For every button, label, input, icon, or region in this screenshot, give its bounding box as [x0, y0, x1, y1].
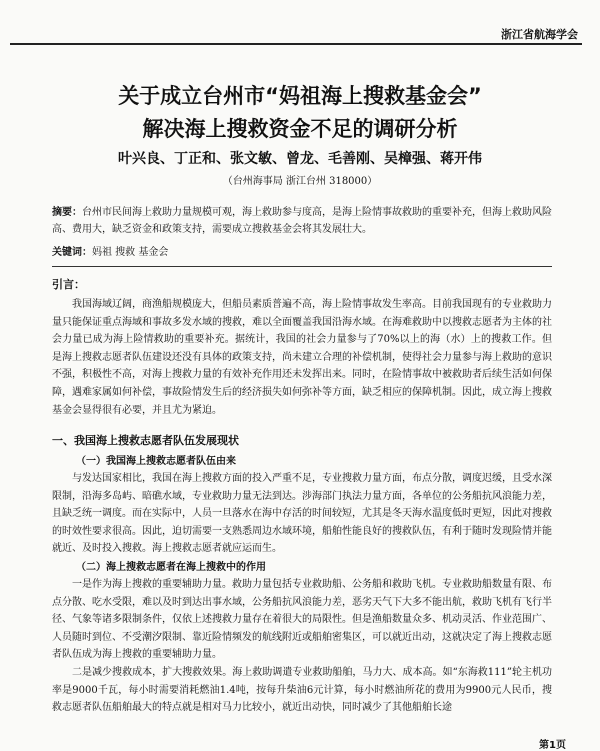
section1-paragraph3: 二是减少搜救成本，扩大搜救效果。海上救助调遣专业救助船舶，马力大、成本高。如“东海救111”轮主机功率是9000千瓦，每小时需要消耗燃油1.4吨，按每升柴油6元计算，每小时燃油所花的费用为9900元人民币，搜救志愿者队伍船舶最大的特点就是相对马力比较小，就近出动快，同时减少了其他船舶长途 — [52, 667, 552, 714]
subsection1-heading: （一）我国海上搜救志愿者队伍由来 — [76, 456, 236, 467]
keywords-label: 关键词： — [52, 247, 92, 258]
abstract-text: 台州市民间海上救助力量规模可观，海上救助参与度高，是海上险情事故救助的重要补充，但海上救助风险高、费用大，缺乏资金和政策支持，需要成立搜救基金会将其发展壮大。 — [52, 207, 552, 235]
running-header — [0, 0, 600, 46]
abstract-label: 摘要： — [52, 207, 82, 218]
page-number: 第1页 — [539, 740, 566, 751]
affiliation: （台州海事局 浙江台州 318000） — [222, 176, 378, 187]
section1-heading: 一、我国海上搜救志愿者队伍发展现状 — [52, 434, 239, 447]
article-title-line2: 解决海上搜救资金不足的调研分析 — [142, 117, 458, 141]
journal-name: 浙江省航海学会 — [501, 28, 578, 41]
subsection2-heading: （二）海上搜救志愿者在海上搜救中的作用 — [76, 562, 266, 573]
article-title-line1: 关于成立台州市“妈祖海上搜救基金会” — [118, 84, 482, 108]
intro-heading: 引言： — [52, 278, 85, 291]
header-rule — [10, 43, 582, 45]
keywords — [52, 244, 552, 261]
abstract — [52, 204, 552, 238]
keywords-text: 妈祖 搜救 基金会 — [92, 247, 169, 258]
author-list: 叶兴良、丁正和、张文敏、曾龙、毛善刚、吴樟强、蒋开伟 — [118, 151, 482, 167]
intro-paragraph: 我国海域辽阔，商渔船规模庞大，但船员素质普遍不高，海上险情事故发生率高。目前我国现有的专业救助力量只能保证重点海域和事故多发水域的搜救，难以全面覆盖我国沿海水域。在海难救助中以搜救志愿者为主体的社会力量已成为海上险情救助的重要补充。据统计，我国的社会力量参与了70%以上的海（水）上的搜救工作。但是海上搜救志愿者队伍建设还没有具体的政策支持，尚未建立合理的补偿机制，使得社会力量参与海上救助的意识不强，积极性不高，对海上搜救力量的有效补充作用还未发挥出来。同时，在险情事故中被救助者后续生活如何保障，遇难家属如何补偿，事故险情发生后的经济损失如何弥补等方面，缺乏相应的保障机制。因此，成立海上搜救基金会显得很有必要，并且尤为紧迫。 — [52, 299, 552, 416]
section1-paragraph1: 与发达国家相比，我国在海上搜救方面的投入严重不足，专业搜救力量方面，布点分散，调度迟缓，且受水深限制，沿海多岛屿、暗礁水域，专业救助力量无法到达。涉海部门执法力量方面，各单位的公务船抗风浪能力差，且缺乏统一调度。而在实际中，人员一旦落水在海中存活的时间较短，尤其是冬天海水温度低时更短，因此对搜救的时效性要求很高。因此，迫切需要一支熟悉周边水域环境，船舶性能良好的搜救队伍，有利于随时发现险情并能就近、及时投入搜救。海上搜救志愿者就应运而生。 — [52, 473, 552, 555]
section1-paragraph2: 一是作为海上搜救的重要辅助力量。救助力量包括专业救助船、公务船和救助飞机。专业救助船数量有限、布点分散、吃水受限，难以及时到达出事水域，公务船抗风浪能力差，恶劣天气下大多不能出航，救助飞机有飞行半径、气象等诸多限制条件，仅依上述搜救力量存在着很大的局限性。但是渔船数量众多、机动灵活、作业范围广、人员随时到位、不受潮汐限制、靠近险情频发的航线附近或船舶密集区，可以就近出动，这就决定了海上搜救志愿者队伍成为海上搜救的重要辅助力量。 — [52, 579, 552, 661]
abstract-divider — [52, 266, 552, 267]
